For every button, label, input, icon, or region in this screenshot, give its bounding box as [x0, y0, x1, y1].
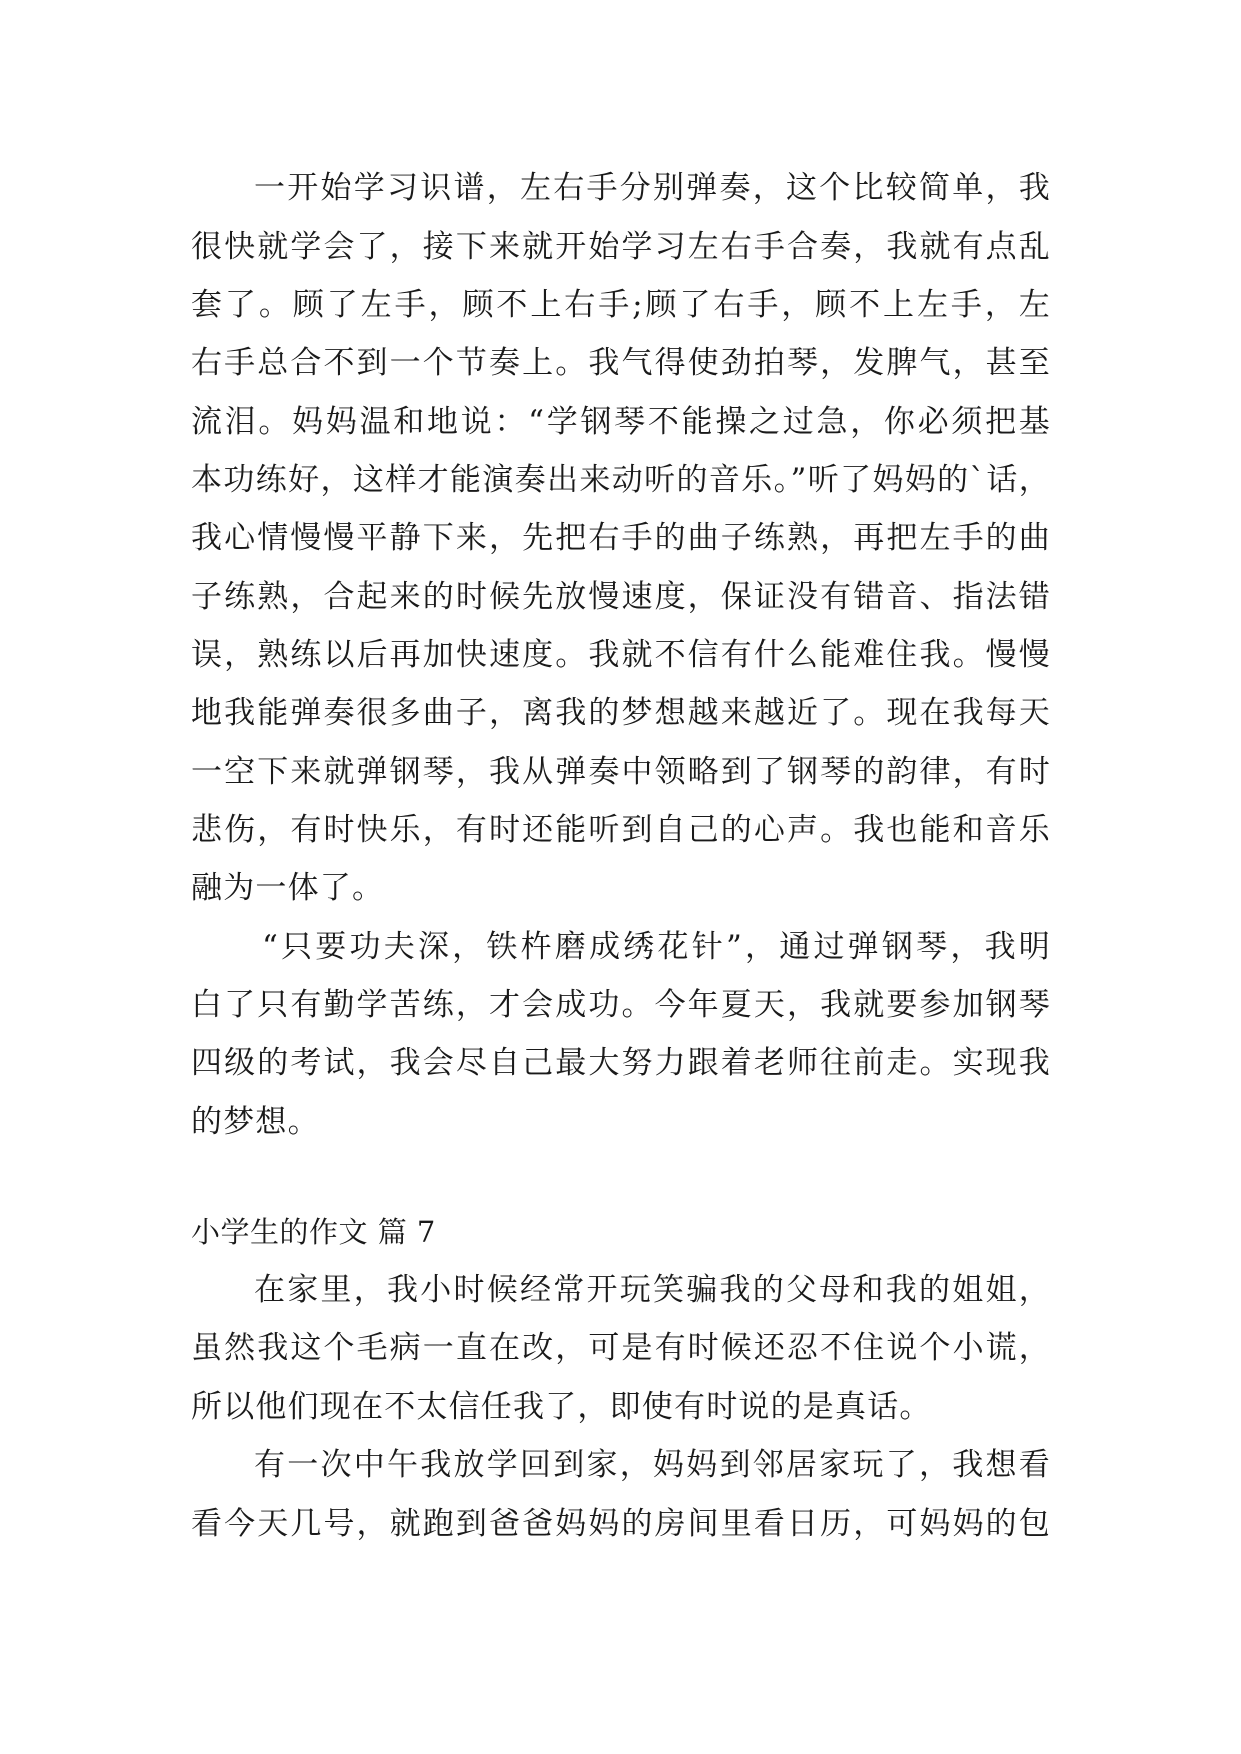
text-line: 在家里，我小时候经常开玩笑骗我的父母和我的姐姐， — [254, 1272, 1051, 1308]
text-line: 虽然我这个毛病一直在改，可是有时候还忍不住说个小谎， — [191, 1330, 1051, 1366]
text-line: 看今天几号，就跑到爸爸妈妈的房间里看日历，可妈妈的包 — [191, 1506, 1051, 1542]
text-line: 子练熟，合起来的时候先放慢速度，保证没有错音、指法错 — [191, 579, 1051, 615]
text-line: 白了只有勤学苦练，才会成功。今年夏天，我就要参加钢琴 — [191, 987, 1051, 1023]
text-line: 我心情慢慢平静下来，先把右手的曲子练熟，再把左手的曲 — [191, 520, 1051, 556]
text-line: 右手总合不到一个节奏上。我气得使劲拍琴，发脾气，甚至 — [191, 345, 1051, 381]
text-line: 很快就学会了，接下来就开始学习左右手合奏，我就有点乱 — [191, 229, 1051, 265]
text-line: 地我能弹奏很多曲子，离我的梦想越来越近了。现在我每天 — [191, 695, 1051, 731]
text-line: 误，熟练以后再加快速度。我就不信有什么能难住我。慢慢 — [191, 637, 1051, 673]
text-line: 的梦想。 — [191, 1104, 320, 1140]
text-line: 一开始学习识谱，左右手分别弹奏，这个比较简单，我 — [254, 170, 1051, 206]
text-line: 融为一体了。 — [191, 870, 385, 906]
text-line: 悲伤，有时快乐，有时还能听到自己的心声。我也能和音乐 — [191, 812, 1051, 848]
text-line: “只要功夫深，铁杵磨成绣花针”，通过弹钢琴，我明 — [262, 929, 1051, 965]
text-line: 四级的考试，我会尽自己最大努力跟着老师往前走。实现我 — [191, 1045, 1051, 1081]
text-line: 本功练好，这样才能演奏出来动听的音乐。”听了妈妈的`话， — [191, 462, 1051, 498]
text-line: 所以他们现在不太信任我了，即使有时说的是真话。 — [191, 1389, 932, 1425]
text-line: 一空下来就弹钢琴，我从弹奏中领略到了钢琴的韵律，有时 — [191, 754, 1051, 790]
text-line: 套了。顾了左手，顾不上右手;顾了右手，顾不上左手，左 — [191, 287, 1051, 323]
text-line: 流泪。妈妈温和地说：“学钢琴不能操之过急，你必须把基 — [191, 404, 1051, 440]
section-heading: 小学生的作文 篇 7 — [191, 1215, 436, 1249]
text-line: 有一次中午我放学回到家，妈妈到邻居家玩了，我想看 — [254, 1447, 1051, 1483]
